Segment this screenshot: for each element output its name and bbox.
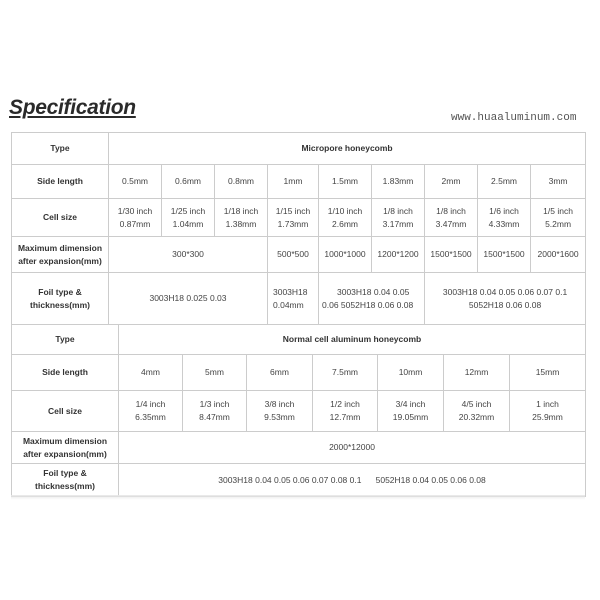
cell-size-cell	[478, 199, 531, 237]
cell-inch: 3/4 inch	[395, 399, 426, 410]
cell-size-cell	[444, 391, 510, 432]
type-label: Type	[12, 325, 119, 355]
type-value: Normal cell aluminum honeycomb	[119, 325, 586, 355]
side-length-cell: 1.5mm	[319, 165, 372, 199]
cell-inch: 1/3 inch	[199, 399, 230, 410]
cell-mm: 12.7mm	[329, 412, 361, 422]
cell-mm: 5.2mm	[545, 218, 572, 229]
normal-cell-spec-table	[11, 324, 586, 497]
micropore-foil-row	[12, 273, 586, 325]
cell-inch: 1/6 inch	[489, 205, 519, 216]
cell-size-cell	[247, 391, 313, 432]
normal-type-row	[12, 325, 586, 355]
side-length-cell: 0.8mm	[215, 165, 268, 199]
cell-inch: 1/25 inch	[170, 205, 206, 216]
normal-foil-row	[12, 464, 586, 497]
foil-line: 0.04mm	[273, 299, 304, 310]
cell-size-cell	[372, 199, 425, 237]
cell-size-cell	[268, 199, 319, 237]
normal-side-row	[12, 355, 586, 391]
foil-line: 0.06 5052H18 0.06 0.08	[322, 299, 414, 310]
side-length-cell: 10mm	[378, 355, 444, 391]
cell-size-cell	[313, 391, 378, 432]
max-dimension-cell: 1500*1500	[478, 237, 531, 273]
side-length-cell: 3mm	[531, 165, 586, 199]
normal-max-row	[12, 432, 586, 464]
cell-size-cell	[510, 391, 586, 432]
foil-type-cell	[319, 273, 425, 325]
side-length-cell: 12mm	[444, 355, 510, 391]
micropore-max-row	[12, 237, 586, 273]
table-shadow	[11, 495, 585, 500]
label-line: thickness(mm)	[30, 299, 90, 310]
cell-mm: 9.53mm	[264, 412, 295, 422]
cell-inch: 1/10 inch	[327, 205, 363, 216]
foil-type-cell: 3003H18 0.025 0.03	[109, 273, 268, 325]
normal-cell-row	[12, 391, 586, 432]
label-line: after expansion(mm)	[23, 448, 107, 459]
cell-size-label: Cell size	[12, 391, 119, 432]
cell-mm: 0.87mm	[119, 218, 151, 229]
side-length-cell: 6mm	[247, 355, 313, 391]
cell-inch: 1 inch	[536, 399, 559, 410]
cell-mm: 1.73mm	[277, 218, 309, 229]
micropore-cell-row	[12, 199, 586, 237]
cell-size-cell	[531, 199, 586, 237]
foil-line: 3003H18	[273, 286, 308, 297]
cell-size-cell	[425, 199, 478, 237]
cell-mm: 25.9mm	[532, 412, 563, 422]
side-length-cell: 1.83mm	[372, 165, 425, 199]
cell-mm: 2.6mm	[332, 218, 358, 229]
page-title: Specification	[9, 96, 136, 119]
foil-line: 5052H18 0.06 0.08	[468, 299, 542, 310]
micropore-type-row	[12, 133, 586, 165]
type-value: Micropore honeycomb	[109, 133, 586, 165]
max-dimension-cell: 300*300	[109, 237, 268, 273]
cell-size-cell	[162, 199, 215, 237]
website-watermark: www.huaaluminum.com	[451, 112, 577, 124]
side-length-cell: 2mm	[425, 165, 478, 199]
max-dimension-cell: 2000*12000	[119, 432, 586, 464]
cell-size-cell	[119, 391, 183, 432]
max-dimension-cell: 2000*1600	[531, 237, 586, 273]
cell-mm: 1.38mm	[225, 218, 257, 229]
max-dimension-cell: 1500*1500	[425, 237, 478, 273]
cell-inch: 1/2 inch	[330, 399, 360, 410]
side-length-cell: 1mm	[268, 165, 319, 199]
side-length-cell: 5mm	[183, 355, 247, 391]
cell-inch: 1/8 inch	[436, 205, 466, 216]
label-line: Foil type &	[38, 286, 82, 297]
max-dimension-cell: 500*500	[268, 237, 319, 273]
side-length-cell: 0.5mm	[109, 165, 162, 199]
max-dimension-label	[12, 237, 109, 273]
side-length-cell: 0.6mm	[162, 165, 215, 199]
cell-mm: 6.35mm	[135, 412, 166, 422]
cell-inch: 1/15 inch	[275, 205, 311, 216]
cell-inch: 3/8 inch	[264, 399, 295, 410]
foil-type-cell	[268, 273, 319, 325]
micropore-side-row	[12, 165, 586, 199]
cell-size-cell	[183, 391, 247, 432]
cell-size-cell	[109, 199, 162, 237]
side-length-label: Side length	[12, 355, 119, 391]
type-label: Type	[12, 133, 109, 165]
side-length-label: Side length	[12, 165, 109, 199]
cell-mm: 19.05mm	[392, 412, 429, 422]
max-dimension-label	[12, 432, 119, 464]
label-line: Foil type &	[43, 468, 87, 479]
cell-mm: 8.47mm	[199, 412, 230, 422]
foil-type-cell: 3003H18 0.04 0.05 0.06 0.07 0.08 0.1 5052H18 0.04 0.05 0.06 0.08	[119, 464, 586, 497]
cell-inch: 1/4 inch	[135, 399, 166, 410]
cell-mm: 20.32mm	[458, 412, 495, 422]
max-dimension-cell: 1200*1200	[372, 237, 425, 273]
cell-size-label: Cell size	[12, 199, 109, 237]
cell-inch: 4/5 inch	[461, 399, 492, 410]
foil-type-cell	[425, 273, 586, 325]
cell-mm: 4.33mm	[488, 218, 520, 229]
cell-inch: 1/30 inch	[117, 205, 153, 216]
foil-line: 3003H18 0.04 0.05	[337, 286, 410, 297]
cell-size-cell	[378, 391, 444, 432]
cell-size-cell	[215, 199, 268, 237]
side-length-cell: 15mm	[510, 355, 586, 391]
label-line: after expansion(mm)	[18, 255, 102, 266]
cell-inch: 1/5 inch	[543, 205, 573, 216]
cell-mm: 3.17mm	[382, 218, 414, 229]
label-line: Maximum dimension	[22, 435, 108, 446]
cell-size-cell	[319, 199, 372, 237]
foil-type-label	[12, 464, 119, 497]
cell-mm: 1.04mm	[172, 218, 204, 229]
label-line: Maximum dimension	[17, 242, 103, 253]
foil-line: 3003H18 0.04 0.05 0.06 0.07 0.1	[442, 286, 568, 297]
micropore-spec-table	[11, 132, 586, 325]
max-dimension-cell: 1000*1000	[319, 237, 372, 273]
cell-inch: 1/18 inch	[223, 205, 259, 216]
side-length-cell: 2.5mm	[478, 165, 531, 199]
foil-type-label	[12, 273, 109, 325]
side-length-cell: 4mm	[119, 355, 183, 391]
cell-inch: 1/8 inch	[383, 205, 413, 216]
cell-mm: 3.47mm	[435, 218, 467, 229]
label-line: thickness(mm)	[35, 481, 95, 491]
side-length-cell: 7.5mm	[313, 355, 378, 391]
